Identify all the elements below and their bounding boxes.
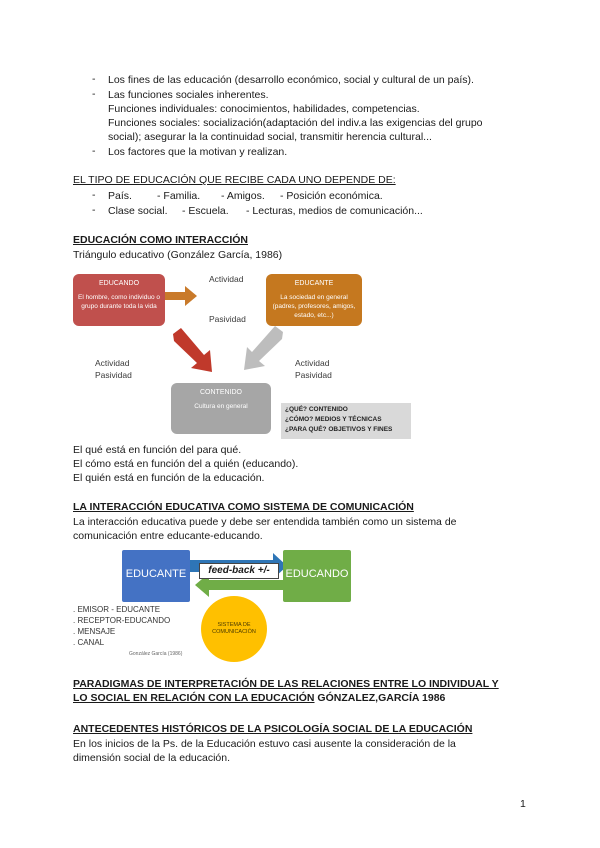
arrow-label: Pasividad xyxy=(209,314,246,324)
question-line: ¿CÓMO? MEDIOS Y TÉCNICAS xyxy=(285,416,382,423)
heading-author: GÓNZALEZ,GARCÍA 1986 xyxy=(314,692,446,704)
list-item: Las funciones sociales inherentes. xyxy=(108,89,269,101)
section-heading: EDUCACIÓN COMO INTERACCIÓN xyxy=(73,234,248,246)
section-heading: EL TIPO DE EDUCACIÓN QUE RECIBE CADA UNO DEPENDE DE: xyxy=(73,174,396,186)
paragraph-line: La interacción educativa puede y debe ser entendida también como un sistema de xyxy=(73,516,457,528)
bullet-dash: - xyxy=(92,204,96,216)
arrow-label: Actividad xyxy=(295,358,330,368)
list-item: . MENSAJE xyxy=(73,627,116,636)
list-item: Los fines de las educación (desarrollo económico, social y cultural de un país). xyxy=(108,74,474,86)
bullet-dash: - xyxy=(92,88,96,100)
system-circle-text: SISTEMA DE xyxy=(217,622,251,628)
list-item: - Amigos. xyxy=(221,190,265,202)
arrow-down-right-icon xyxy=(173,328,212,372)
paragraph-line: El qué está en función del para qué. xyxy=(73,444,242,456)
list-subitem: Funciones individuales: conocimientos, habilidades, competencias. xyxy=(108,103,420,115)
educante-comm-box xyxy=(122,550,190,602)
paragraph-line: comunicación entre educante-educando. xyxy=(73,530,263,542)
educante-box xyxy=(266,274,362,326)
paragraph-line: En los inicios de la Ps. de la Educación estuvo casi ausente la consideración de la xyxy=(73,738,456,750)
educando-comm-box xyxy=(283,550,351,602)
question-line: ¿PARA QUÉ? OBJETIVOS Y FINES xyxy=(285,426,393,433)
bullet-dash: - xyxy=(92,145,96,157)
diagram-caption: Triángulo educativo (González García, 1986) xyxy=(73,249,283,261)
list-item: Los factores que la motivan y realizan. xyxy=(108,146,288,158)
question-line: ¿QUÉ? CONTENIDO xyxy=(285,406,348,413)
list-item: . RECEPTOR-EDUCANDO xyxy=(73,616,171,625)
arrow-label: Pasividad xyxy=(95,370,132,380)
heading-underlined-part: LO SOCIAL EN RELACIÓN CON LA EDUCACIÓN xyxy=(73,692,315,704)
diagram-credit: González García (1986) xyxy=(129,651,183,657)
arrow-label: Actividad xyxy=(209,274,244,284)
list-item: Clase social. xyxy=(108,205,168,217)
list-item: - Escuela. xyxy=(182,205,229,217)
section-heading: LA INTERACCIÓN EDUCATIVA COMO SISTEMA DE COMUNICACIÓN xyxy=(73,501,414,513)
contenido-box xyxy=(171,383,271,434)
arrow-label: Actividad xyxy=(95,358,130,368)
list-item: . CANAL xyxy=(73,638,105,647)
list-item: País. xyxy=(108,190,132,202)
system-circle-label xyxy=(204,622,264,636)
list-item: - Lecturas, medios de comunicación... xyxy=(246,205,423,217)
paragraph-line: dimensión social de la educación. xyxy=(73,752,231,764)
list-item: - Familia. xyxy=(157,190,201,202)
feedback-label: feed-back +/- xyxy=(199,563,279,579)
contenido-text: Cultura en general xyxy=(194,403,248,410)
section-heading: PARADIGMAS DE INTERPRETACIÓN DE LAS RELACIONES ENTRE LO INDIVIDUAL Y xyxy=(73,678,499,690)
paragraph-line: El cómo está en función del a quién (educando). xyxy=(73,458,299,470)
educante-comm-label: EDUCANTE xyxy=(125,568,187,580)
list-item: - Posición económica. xyxy=(280,190,383,202)
bullet-dash: - xyxy=(92,73,96,85)
communication-roles-list xyxy=(73,604,170,648)
arrow-down-left-icon xyxy=(244,326,283,370)
educante-title: EDUCANTE xyxy=(294,280,334,287)
communication-diagram xyxy=(73,544,363,662)
educando-box xyxy=(73,274,165,326)
paragraph-line: El quién está en función de la educación. xyxy=(73,472,265,484)
list-item: . EMISOR - EDUCANTE xyxy=(73,605,161,614)
arrow-label: Pasividad xyxy=(295,370,332,380)
section-heading: ANTECEDENTES HISTÓRICOS DE LA PSICOLOGÍA SOCIAL DE LA EDUCACIÓN xyxy=(73,723,473,735)
educando-comm-label: EDUCANDO xyxy=(285,568,349,580)
contenido-title: CONTENIDO xyxy=(200,389,242,396)
educational-triangle-diagram xyxy=(73,262,413,442)
page-number: 1 xyxy=(520,798,526,810)
system-circle-text: COMUNICACIÓN xyxy=(212,629,256,635)
bullet-dash: - xyxy=(92,189,96,201)
list-subitem: Funciones sociales: socialización(adaptación del indiv.a las exigencias del grupo xyxy=(108,117,483,129)
list-subitem: social); asegurar la la continuidad social, transmitir herencia cultural... xyxy=(108,131,432,143)
questions-box xyxy=(281,403,411,439)
educando-text: El hombre, como individuo o grupo durante toda la vida xyxy=(77,294,160,310)
educando-title: EDUCANDO xyxy=(98,280,140,287)
section-heading-line2 xyxy=(73,691,445,705)
educante-text: La sociedad en general (padres, profesores, amigos, estado, etc...) xyxy=(272,294,356,319)
